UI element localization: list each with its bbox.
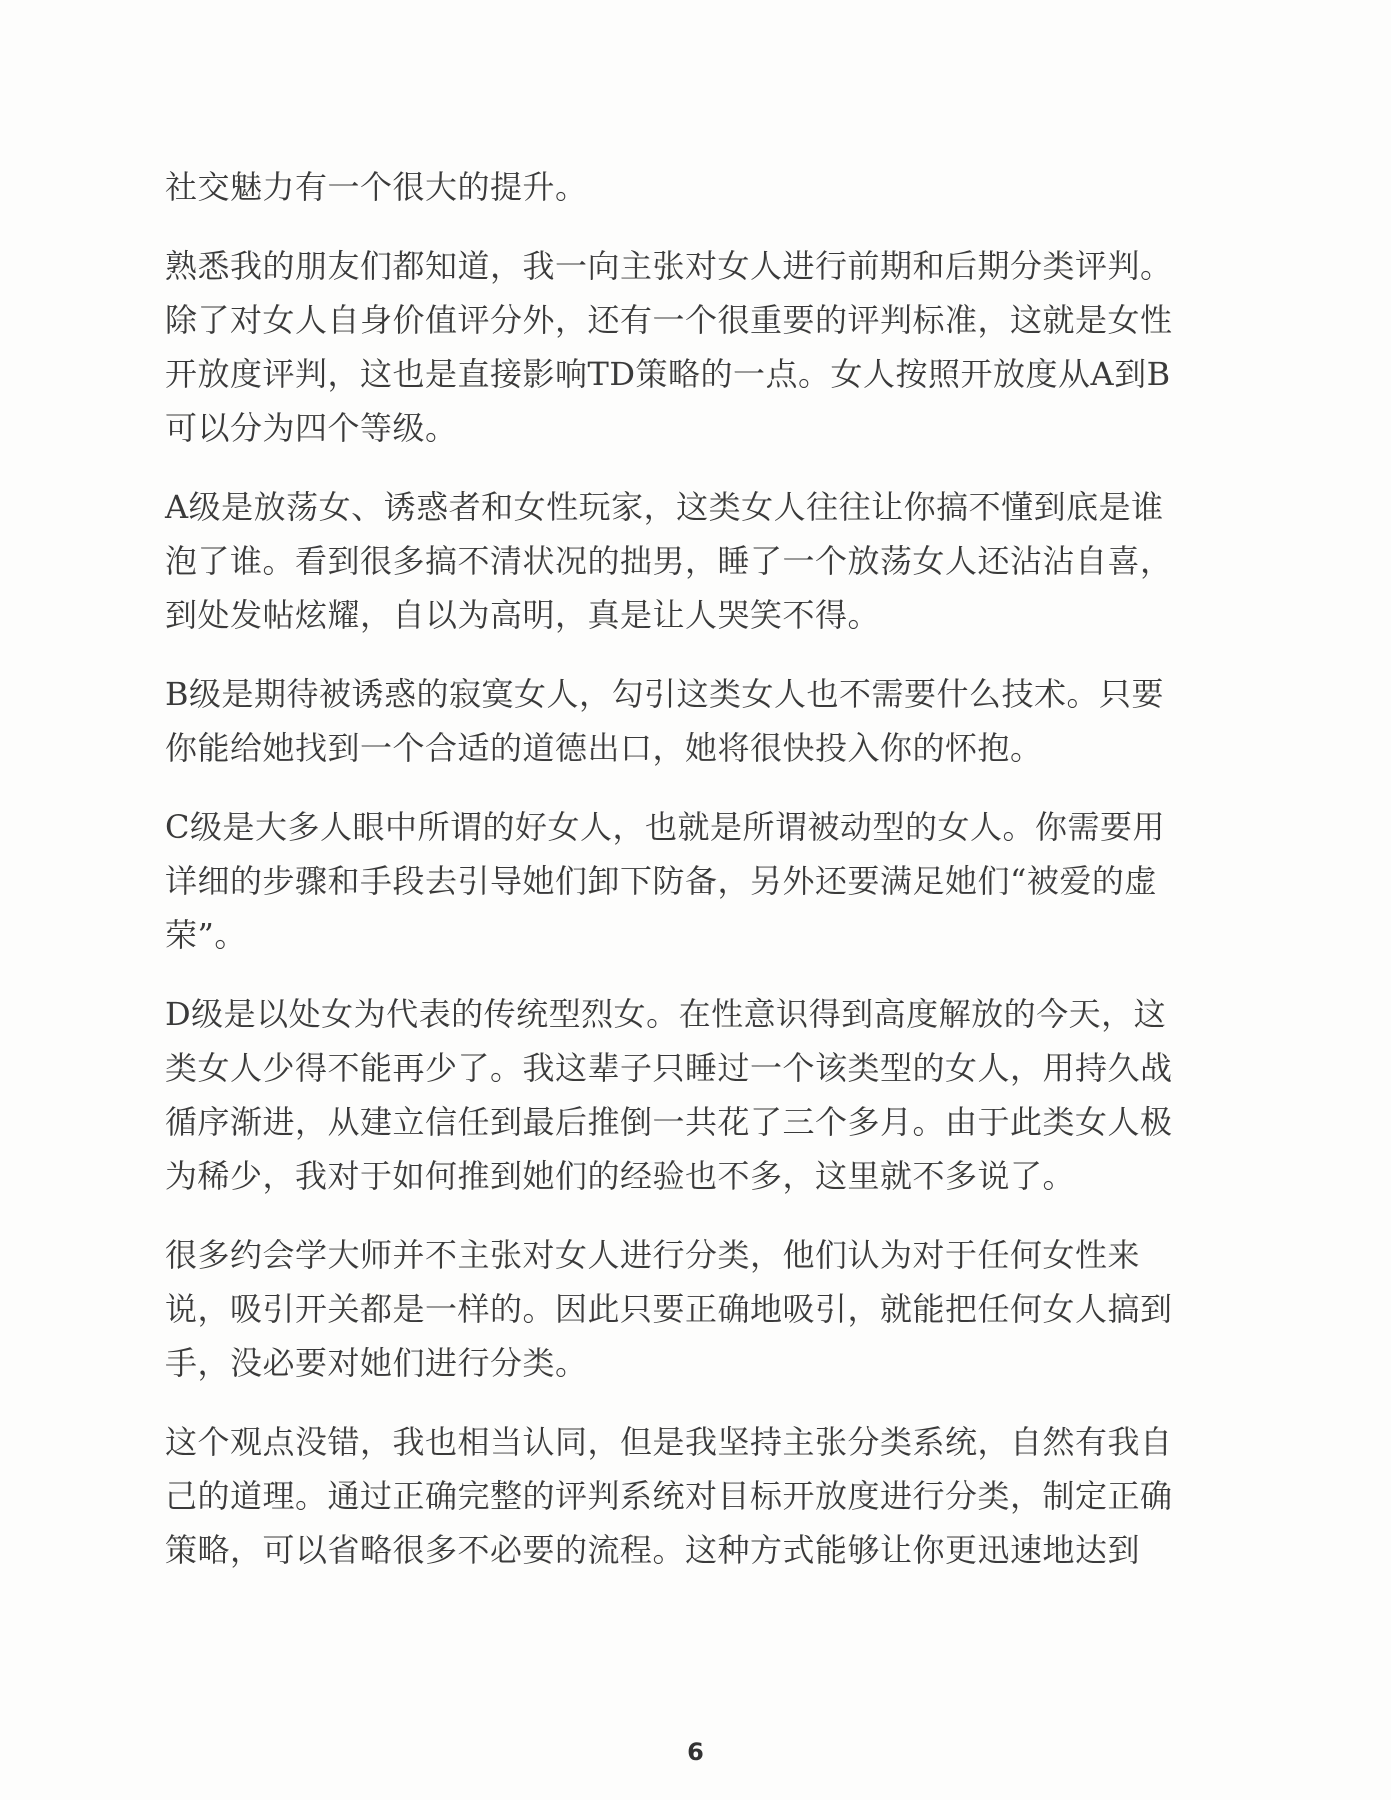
paragraph-8: 这个观点没错，我也相当认同，但是我坚持主张分类系统，自然有我自 己的道理。通过正确完整的评判系统对目标开放度进行分类，制定正确 策略，可以省略很多不必要的流程。这种方式能够让你更迅速地达到	[165, 1423, 1173, 1569]
paragraph-6: D级是以处女为代表的传统型烈女。在性意识得到高度解放的今天，这 类女人少得不能再少了。我这辈子只睡过一个该类型的女人，用持久战 循序渐进，从建立信任到最后推倒一共花了三个多月。由于此类女人极 为稀少，我对于如何推到她们的经验也不多，这里就不多说了。	[165, 995, 1173, 1195]
body-text	[165, 160, 1230, 1602]
paragraph-2: 熟悉我的朋友们都知道，我一向主张对女人进行前期和后期分类评判。 除了对女人自身价值评分外，还有一个很重要的评判标准，这就是女性 开放度评判，这也是直接影响TD策略的一点。女人按照开放度从A到B 可以分为四个等级。	[165, 247, 1173, 447]
paragraph-3: A级是放荡女、诱惑者和女性玩家，这类女人往往让你搞不懂到底是谁 泡了谁。看到很多搞不清状况的拙男，睡了一个放荡女人还沾沾自喜， 到处发帖炫耀，自以为高明，真是让人哭笑不得。	[165, 488, 1173, 634]
paragraph-5: C级是大多人眼中所谓的好女人，也就是所谓被动型的女人。你需要用 详细的步骤和手段去引导她们卸下防备，另外还要满足她们“被爱的虚 荣”。	[165, 808, 1165, 954]
paragraph-4: B级是期待被诱惑的寂寞女人，勾引这类女人也不需要什么技术。只要 你能给她找到一个合适的道德出口，她将很快投入你的怀抱。	[165, 675, 1165, 767]
paragraph-7: 很多约会学大师并不主张对女人进行分类，他们认为对于任何女性来 说，吸引开关都是一样的。因此只要正确地吸引，就能把任何女人搞到 手，没必要对她们进行分类。	[165, 1236, 1173, 1382]
paragraph-1: 社交魅力有一个很大的提升。	[165, 168, 588, 206]
page-number: 6	[687, 1738, 704, 1766]
